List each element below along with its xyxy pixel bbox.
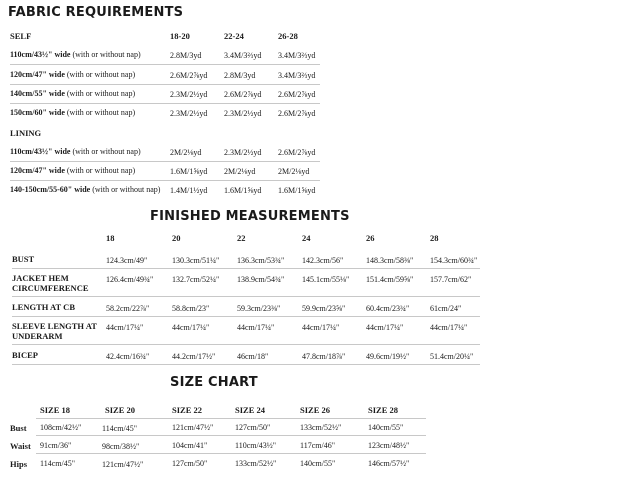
measurement-cell: 51.4cm/20¼" [430, 352, 474, 361]
size-chart-cell: 104cm/41" [172, 441, 208, 450]
measurement-cell: 59.3cm/23⅜" [237, 304, 281, 313]
fabric-row-label [10, 185, 160, 194]
fabric-cell: 1.6M/1⅝yd [224, 186, 262, 195]
fabric-row-label [10, 50, 141, 59]
fabric-cell: 2.6M/2⅞yd [278, 90, 316, 99]
fabric-cell: 2.3M/2½yd [170, 90, 208, 99]
row-divider [12, 344, 480, 345]
fabric-nap-note: (with or without nap) [64, 166, 136, 175]
measurement-cell: 44.2cm/17½" [172, 352, 216, 361]
finished-size-header: 26 [366, 233, 375, 243]
fabric-row-label [10, 89, 135, 98]
measurement-cell: 154.3cm/60¾" [430, 256, 478, 265]
self-section-label: SELF [10, 31, 32, 41]
row-divider [10, 180, 320, 181]
size-chart-cell: 114cm/45" [40, 459, 75, 468]
fabric-nap-note: (with or without nap) [90, 185, 161, 194]
size-chart-cell: 110cm/43½" [235, 441, 276, 450]
row-divider [12, 296, 480, 297]
row-divider [10, 161, 320, 162]
measurement-label: SLEEVE LENGTH AT [12, 321, 97, 331]
row-divider [10, 103, 320, 104]
fabric-size-header: 26-28 [278, 31, 298, 41]
measurement-cell: 44cm/17¼" [106, 323, 144, 332]
fabric-cell: 2.8M/3yd [224, 71, 256, 80]
fabric-cell: 3.4M/3⅔yd [278, 51, 316, 60]
finished-size-header: 20 [172, 233, 181, 243]
measurement-cell: 44cm/17¼" [302, 323, 340, 332]
measurement-cell: 58.2cm/22⅞" [106, 304, 150, 313]
fabric-row-label [10, 70, 135, 79]
fabric-cell: 2.6M/2⅞yd [278, 109, 316, 118]
fabric-cell: 2.3M/2½yd [224, 148, 262, 157]
size-chart-cell: 108cm/42½" [40, 423, 82, 432]
size-chart-header: SIZE 22 [172, 405, 202, 415]
finished-size-header: 22 [237, 233, 246, 243]
fabric-cell: 2.3M/2½yd [224, 109, 262, 118]
fabric-cell: 3.4M/3⅔yd [224, 51, 262, 60]
measurement-cell: 132.7cm/52¼" [172, 275, 220, 284]
fabric-width: 110cm/43½" wide [10, 50, 71, 59]
measurement-cell: 130.3cm/51¼" [172, 256, 220, 265]
size-chart-cell: 133cm/52½" [300, 423, 342, 432]
row-divider [36, 418, 426, 419]
fabric-requirements-title: FABRIC REQUIREMENTS [8, 5, 184, 20]
measurement-cell: 124.3cm/49" [106, 256, 148, 265]
measurement-cell: 145.1cm/55⅛" [302, 275, 350, 284]
row-divider [12, 316, 480, 317]
measurement-cell: 58.8cm/23" [172, 304, 210, 313]
measurement-label: JACKET HEM [12, 273, 69, 283]
fabric-width: 150cm/60" wide [10, 108, 65, 117]
lining-section-label: LINING [10, 128, 42, 138]
fabric-cell: 2.6M/2⅞yd [224, 90, 262, 99]
fabric-nap-note: (with or without nap) [64, 70, 136, 79]
row-divider [10, 84, 320, 85]
fabric-width: 140-150cm/55-60" wide [10, 185, 91, 194]
fabric-cell: 1.6M/1⅝yd [170, 167, 208, 176]
fabric-width: 120cm/47" wide [10, 166, 65, 175]
measurement-cell: 142.3cm/56" [302, 256, 344, 265]
measurement-cell: 157.7cm/62" [430, 275, 472, 284]
fabric-nap-note: (with or without nap) [70, 147, 141, 156]
size-chart-header: SIZE 20 [105, 405, 135, 415]
fabric-row-label [10, 108, 135, 117]
fabric-cell: 2.8M/3yd [170, 51, 202, 60]
size-chart-cell: 146cm/57½" [368, 459, 410, 468]
finished-measurements-title: FINISHED MEASUREMENTS [150, 209, 350, 224]
fabric-cell: 2M/2⅛yd [224, 167, 256, 176]
size-chart-header: SIZE 28 [368, 405, 398, 415]
fabric-size-header: 22-24 [224, 31, 244, 41]
measurement-cell: 47.8cm/18⅞" [302, 352, 346, 361]
measurement-cell: 49.6cm/19½" [366, 352, 410, 361]
measurement-cell: 44cm/17¼" [430, 323, 468, 332]
fabric-cell: 2.6M/2⅞yd [278, 148, 316, 157]
fabric-cell: 2M/2⅛yd [278, 167, 310, 176]
fabric-cell: 3.4M/3⅔yd [278, 71, 316, 80]
size-chart-header: SIZE 24 [235, 405, 265, 415]
measurement-label-line2: CIRCUMFERENCE [12, 283, 89, 293]
size-chart-cell: 117cm/46" [300, 441, 335, 450]
size-chart-cell: 121cm/47½" [102, 460, 144, 469]
fabric-cell: 2.6M/2⅞yd [170, 71, 208, 80]
fabric-size-header: 18-20 [170, 31, 190, 41]
fabric-cell: 2M/2⅛yd [170, 148, 202, 157]
measurement-cell: 44cm/17¼" [237, 323, 275, 332]
measurement-cell: 60.4cm/23¾" [366, 304, 410, 313]
fabric-width: 140cm/55" wide [10, 89, 65, 98]
fabric-cell: 2.3M/2½yd [170, 109, 208, 118]
row-divider [12, 364, 480, 365]
row-divider [36, 453, 426, 454]
fabric-nap-note: (with or without nap) [64, 89, 136, 98]
fabric-nap-note: (with or without nap) [70, 50, 141, 59]
size-chart-row-label: Bust [10, 423, 27, 433]
size-chart-cell: 127cm/50" [172, 459, 208, 468]
size-chart-cell: 98cm/38½" [102, 442, 140, 451]
measurement-cell: 42.4cm/16¾" [106, 352, 150, 361]
fabric-width: 110cm/43½" wide [10, 147, 71, 156]
fabric-width: 120cm/47" wide [10, 70, 65, 79]
measurement-cell: 44cm/17¼" [366, 323, 404, 332]
size-chart-row-label: Waist [10, 441, 31, 451]
size-chart-cell: 140cm/55" [300, 459, 336, 468]
size-chart-title: SIZE CHART [170, 375, 258, 390]
size-chart-row-label: Hips [10, 459, 28, 469]
size-chart-cell: 114cm/45" [102, 424, 137, 433]
size-chart-cell: 121cm/47½" [172, 423, 214, 432]
measurement-cell: 148.3cm/58⅜" [366, 256, 414, 265]
measurement-cell: 46cm/18" [237, 352, 269, 361]
measurement-cell: 136.3cm/53¾" [237, 256, 285, 265]
measurement-label: BUST [12, 254, 35, 264]
measurement-cell: 126.4cm/49¾" [106, 275, 154, 284]
size-chart-header: SIZE 18 [40, 405, 70, 415]
size-chart-cell: 127cm/50" [235, 423, 271, 432]
measurement-cell: 138.9cm/54¾" [237, 275, 285, 284]
row-divider [12, 268, 480, 269]
finished-size-header: 24 [302, 233, 311, 243]
measurement-cell: 44cm/17¼" [172, 323, 210, 332]
fabric-row-label [10, 147, 141, 156]
size-chart-cell: 123cm/48½" [368, 441, 410, 450]
measurement-cell: 59.9cm/23⅝" [302, 304, 346, 313]
size-chart-cell: 133cm/52½" [235, 459, 277, 468]
finished-size-header: 28 [430, 233, 439, 243]
measurement-label-line2: UNDERARM [12, 331, 63, 341]
fabric-row-label [10, 166, 135, 175]
fabric-nap-note: (with or without nap) [64, 108, 136, 117]
fabric-cell: 1.6M/1⅝yd [278, 186, 316, 195]
measurement-label: LENGTH AT CB [12, 302, 75, 312]
finished-size-header: 18 [106, 233, 115, 243]
row-divider [10, 64, 320, 65]
measurement-cell: 61cm/24" [430, 304, 462, 313]
measurement-cell: 151.4cm/59⅝" [366, 275, 414, 284]
measurement-label: BICEP [12, 350, 38, 360]
fabric-cell: 1.4M/1½yd [170, 186, 208, 195]
size-chart-cell: 140cm/55" [368, 423, 404, 432]
row-divider [36, 435, 426, 436]
size-chart-cell: 91cm/36" [40, 441, 72, 450]
size-chart-header: SIZE 26 [300, 405, 330, 415]
